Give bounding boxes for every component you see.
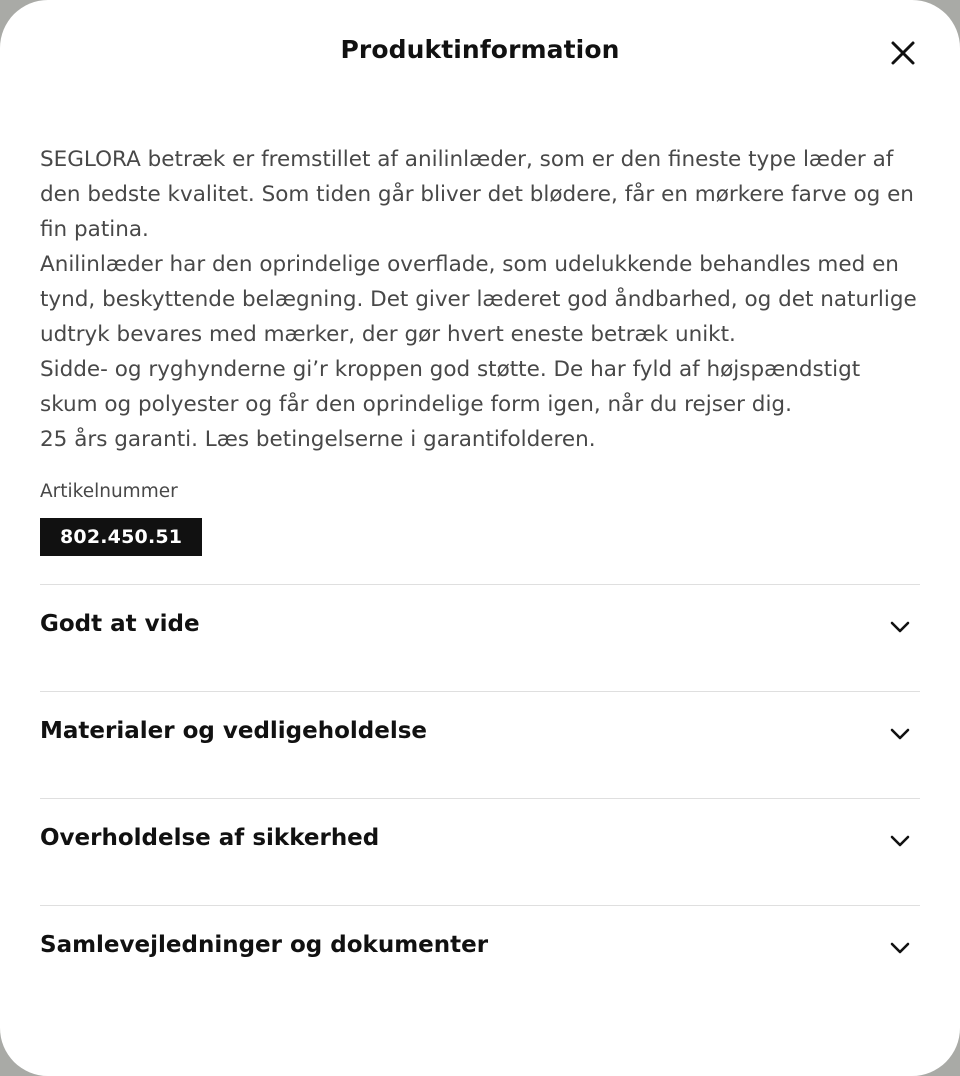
accordion-item-label: Samlevejledninger og dokumenter	[40, 932, 489, 958]
product-description	[40, 142, 920, 457]
dialog-body	[40, 142, 920, 556]
accordion-item-materials-care[interactable]	[40, 691, 920, 798]
description-paragraph: Anilinlæder har den oprindelige overflade, som udelukkende behandles med en tynd, beskyttende belægning. Det giver læderet god åndbarhed, og det naturlige udtryk bevares med mærker, der gør hvert eneste betræk unikt.	[40, 252, 917, 347]
chevron-down-icon	[888, 615, 912, 639]
article-number-badge: 802.450.51	[40, 518, 202, 556]
accordion-item-label: Godt at vide	[40, 611, 200, 637]
accordion-item-assembly-documents[interactable]	[40, 905, 920, 1012]
chevron-down-icon	[888, 936, 912, 960]
info-accordion	[40, 584, 920, 1012]
accordion-item-safety-compliance[interactable]	[40, 798, 920, 905]
chevron-down-icon	[888, 829, 912, 853]
accordion-item-label: Materialer og vedligeholdelse	[40, 718, 428, 744]
article-number-label: Artikelnummer	[40, 481, 178, 502]
dialog-title: Produktinformation	[340, 35, 620, 64]
accordion-item-label: Overholdelse af sikkerhed	[40, 825, 380, 851]
accordion-item-good-to-know[interactable]	[40, 584, 920, 691]
description-paragraph: SEGLORA betræk er fremstillet af anilinlæder, som er den fineste type læder af den bedste kvalitet. Som tiden går bliver det blødere, får en mørkere farve og en fin patina.	[40, 147, 914, 242]
close-icon	[890, 40, 916, 66]
dialog-header	[0, 0, 960, 106]
close-button[interactable]	[878, 28, 928, 78]
description-paragraph: Sidde- og ryghynderne gi’r kroppen god støtte. De har fyld af højspændstigt skum og polyester og får den oprindelige form igen, når du rejser dig.	[40, 357, 861, 417]
description-paragraph: 25 års garanti. Læs betingelserne i garantifolderen.	[40, 427, 596, 452]
chevron-down-icon	[888, 722, 912, 746]
